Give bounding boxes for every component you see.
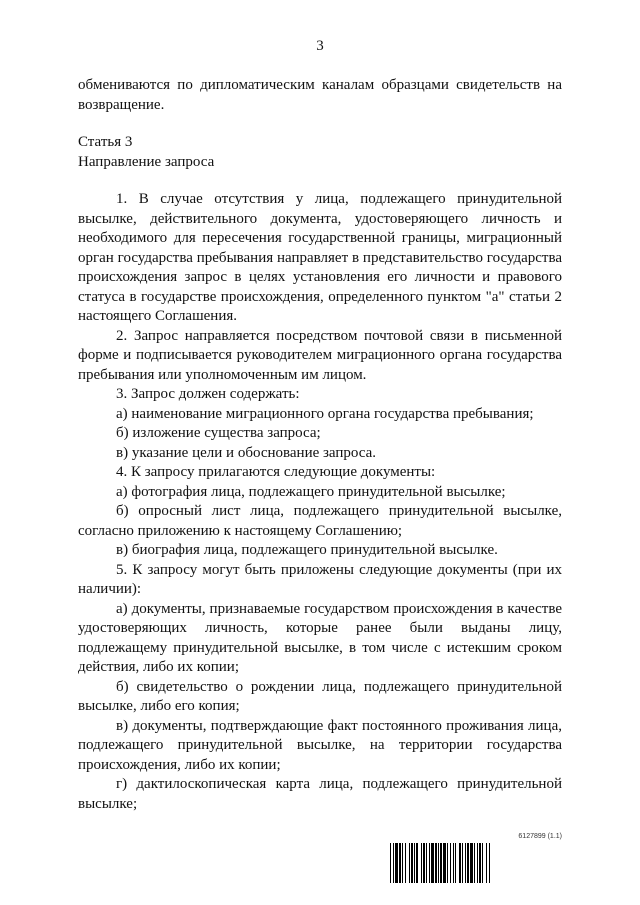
paragraph: 5. К запросу могут быть приложены следующие документы (при их наличии): [78,561,562,597]
barcode-bar [479,843,481,883]
barcode-bar [429,843,430,883]
paragraph: в) указание цели и обоснование запроса. [116,444,377,461]
barcode-bar [393,843,394,883]
barcode-bars [390,843,562,883]
barcode-bar [414,843,415,883]
barcode-bar [416,843,418,883]
paragraph: 2. Запрос направляется посредством почтовой связи в письменной форме и подписывается руководителем миграционного органа государства пребывания или уполномоченным им лицом. [78,327,562,383]
barcode-bar [405,843,406,883]
paragraph: б) опросный лист лица, подлежащего принудительной высылке, согласно приложению к настоящему Соглашению; [78,503,562,539]
paragraph: в) документы, подтверждающие факт постоянного проживания лица, подлежащего принудительной высылке, на территории государства происхождения, либо их копии; [78,717,562,773]
barcode-bar [443,843,446,883]
barcode-bar [462,843,463,883]
paragraph: 4. К запросу прилагаются следующие документы: [116,464,436,480]
barcode-bar [411,843,413,883]
barcode-bar [435,843,437,883]
intro-paragraph: обмениваются по дипломатическим каналам образцами свидетельств на возвращение. [78,77,562,113]
barcode-bar [426,843,427,883]
paragraph: 1. В случае отсутствия у лица, подлежащего принудительной высылке, действительного документа, удостоверяющего личность и необходимого для пересечения государственной границы, миграционный орган государства пребывания направляет в представительство государства происхождения запрос в целях установления его личности и правового статуса в государстве происхождения, определенного пунктом "а" статьи 2 настоящего Соглашения. [78,191,562,324]
barcode-bar [399,843,401,883]
barcode-bar [390,843,391,883]
paragraph: а) наименование миграционного органа государства пребывания; [116,405,534,422]
article-title: Статья 3 [78,134,133,150]
barcode-bar [489,843,490,883]
barcode-bar [421,843,422,883]
page-number: 3 [316,38,324,54]
barcode-bar [409,843,410,883]
barcode-bar [455,843,456,883]
barcode-bar [477,843,478,883]
barcode-bar [465,843,466,883]
paragraph: 3. Запрос должен содержать: [116,386,300,402]
barcode-bar [402,843,403,883]
article-heading [78,133,562,172]
barcode-label: 6127899 (1.1) [518,833,562,840]
barcode-bar [395,843,398,883]
article-subtitle: Направление запроса [78,153,215,170]
barcode-bar [459,843,461,883]
paragraph: а) фотография лица, подлежащего принудительной высылке; [116,483,506,500]
barcode-bar [447,843,448,883]
barcode-bar [431,843,434,883]
paragraph: б) свидетельство о рождении лица, подлежащего принудительной высылке, либо его копия; [78,678,562,714]
paragraph: в) биография лица, подлежащего принудительной высылке. [116,542,498,558]
paragraph: б) изложение существа запроса; [116,425,321,441]
barcode-bar [474,843,475,883]
barcode-bar [450,843,451,883]
barcode-bar [453,843,454,883]
document-body [78,76,562,814]
barcode-bar [440,843,442,883]
barcode-bar [438,843,439,883]
barcode-bar [470,843,473,883]
paragraph: а) документы, признаваемые государством происхождения в качестве удостоверяющих личность, которые ранее были выданы лицу, подлежащему принудительной высылке, в том числе с истекшим сроком действия, либо их копии; [78,600,562,675]
barcode-bar [423,843,425,883]
barcode-bar [467,843,469,883]
barcode [390,833,562,887]
barcode-bar [482,843,483,883]
barcode-bar [486,843,487,883]
paragraph: г) дактилоскопическая карта лица, подлежащего принудительной высылке; [78,776,562,812]
